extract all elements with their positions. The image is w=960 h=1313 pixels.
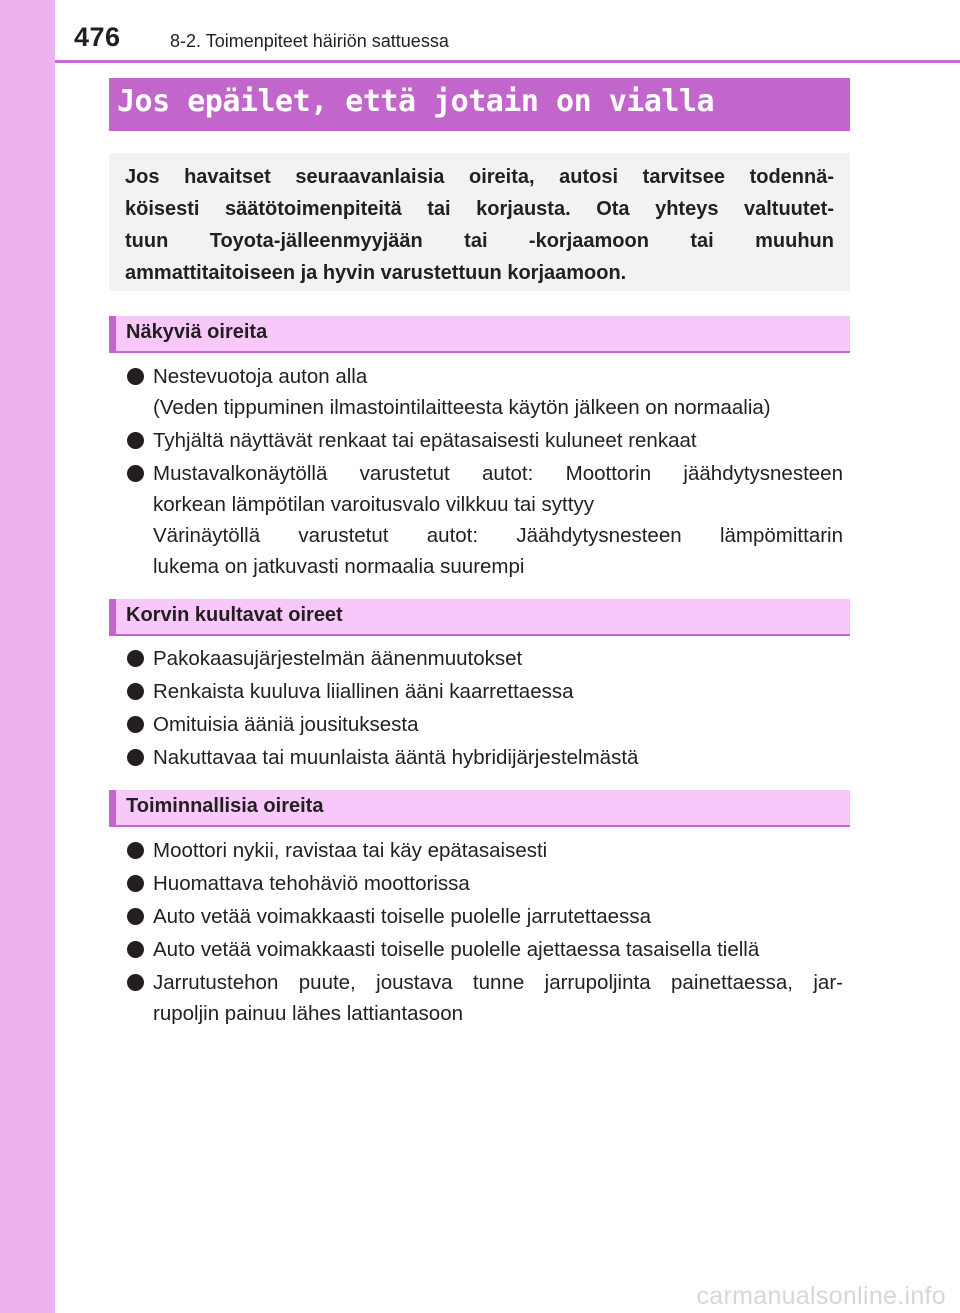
list-item-text: Huomattava tehohäviö moottorissa (153, 872, 470, 895)
list-item-text: Tyhjältä näyttävät renkaat tai epätasaisesti kuluneet renkaat (153, 429, 697, 452)
bullet-icon (127, 683, 144, 700)
list-item-text: Nestevuotoja auton alla (153, 365, 368, 388)
list-item (127, 742, 843, 773)
subheading-visible-symptoms (109, 316, 850, 353)
list-item-text: Omituisia ääniä jousituksesta (153, 713, 419, 736)
list-item-text: Renkaista kuuluva liiallinen ääni kaarrettaessa (153, 680, 574, 703)
section-banner (109, 78, 850, 131)
list-item (127, 425, 843, 456)
operational-symptoms-list (127, 835, 843, 1029)
list-item (127, 676, 843, 707)
list-item-text: Moottori nykii, ravistaa tai käy epätasaisesti (153, 839, 548, 862)
bullet-icon (127, 465, 144, 482)
list-item (127, 934, 843, 965)
list-item-text: korkean lämpötilan varoitusvalo vilkkuu tai syttyy (153, 493, 594, 516)
bullet-icon (127, 749, 144, 766)
list-item-text: Auto vetää voimakkaasti toiselle puolelle ajettaessa tasaisella tiellä (153, 938, 760, 961)
list-item-text: Jarrutustehon puute, joustava tunne jarrupoljinta painettaessa, jar- (153, 971, 843, 994)
list-item-text: Nakuttavaa tai muunlaista ääntä hybridijärjestelmästä (153, 746, 639, 769)
page-number: 476 (74, 22, 121, 52)
audible-symptoms-list (127, 643, 843, 773)
list-item-text: Värinäytöllä varustetut autot: Jäähdytysnesteen lämpömittarin (153, 524, 843, 547)
running-head: 8-2. Toimenpiteet häiriön sattuessa (170, 31, 449, 51)
subheading-operational-symptoms (109, 790, 850, 827)
list-item-text: lukema on jatkuvasti normaalia suurempi (153, 555, 525, 578)
bullet-icon (127, 941, 144, 958)
intro-line: tuun Toyota-jälleenmyyjään tai -korjaamoon tai muuhun (125, 230, 834, 252)
list-item (127, 643, 843, 674)
side-color-strip (0, 0, 55, 1313)
intro-line: Jos havaitset seuraavanlaisia oireita, autosi tarvitsee todennä- (125, 166, 834, 188)
list-item-text: Pakokaasujärjestelmän äänenmuutokset (153, 647, 523, 670)
list-item (127, 868, 843, 899)
list-item (127, 361, 843, 423)
list-item (127, 901, 843, 932)
subheading-title: Korvin kuultavat oireet (126, 604, 343, 626)
intro-box (109, 153, 850, 291)
bullet-icon (127, 650, 144, 667)
header-rule (55, 60, 960, 63)
subheading-title: Toiminnallisia oireita (126, 795, 324, 817)
bullet-icon (127, 974, 144, 991)
section-title: Jos epäilet, että jotain on vialla (117, 84, 715, 119)
list-item (127, 967, 843, 1029)
list-item-text: rupoljin painuu lähes lattiantasoon (153, 1002, 464, 1025)
list-item-text: (Veden tippuminen ilmastointilaitteesta käytön jälkeen on normaalia) (153, 396, 771, 419)
list-item-text: Auto vetää voimakkaasti toiselle puolelle jarrutettaessa (153, 905, 651, 928)
intro-line: köisesti säätötoimenpiteitä tai korjausta. Ota yhteys valtuutet- (125, 198, 834, 220)
subheading-title: Näkyviä oireita (126, 321, 268, 343)
intro-line: ammattitaitoiseen ja hyvin varustettuun korjaamoon. (125, 262, 627, 284)
bullet-icon (127, 842, 144, 859)
bullet-icon (127, 908, 144, 925)
list-item-text: Mustavalkonäytöllä varustetut autot: Moottorin jäähdytysnesteen (153, 462, 843, 485)
visible-symptoms-list (127, 361, 843, 582)
list-item (127, 835, 843, 866)
bullet-icon (127, 432, 144, 449)
watermark-text[interactable]: carmanualsonline.info (696, 1282, 946, 1310)
intro-paragraph (125, 161, 834, 289)
bullet-icon (127, 875, 144, 892)
subheading-audible-symptoms (109, 599, 850, 636)
bullet-icon (127, 368, 144, 385)
list-item (127, 458, 843, 582)
list-item (127, 709, 843, 740)
bullet-icon (127, 716, 144, 733)
